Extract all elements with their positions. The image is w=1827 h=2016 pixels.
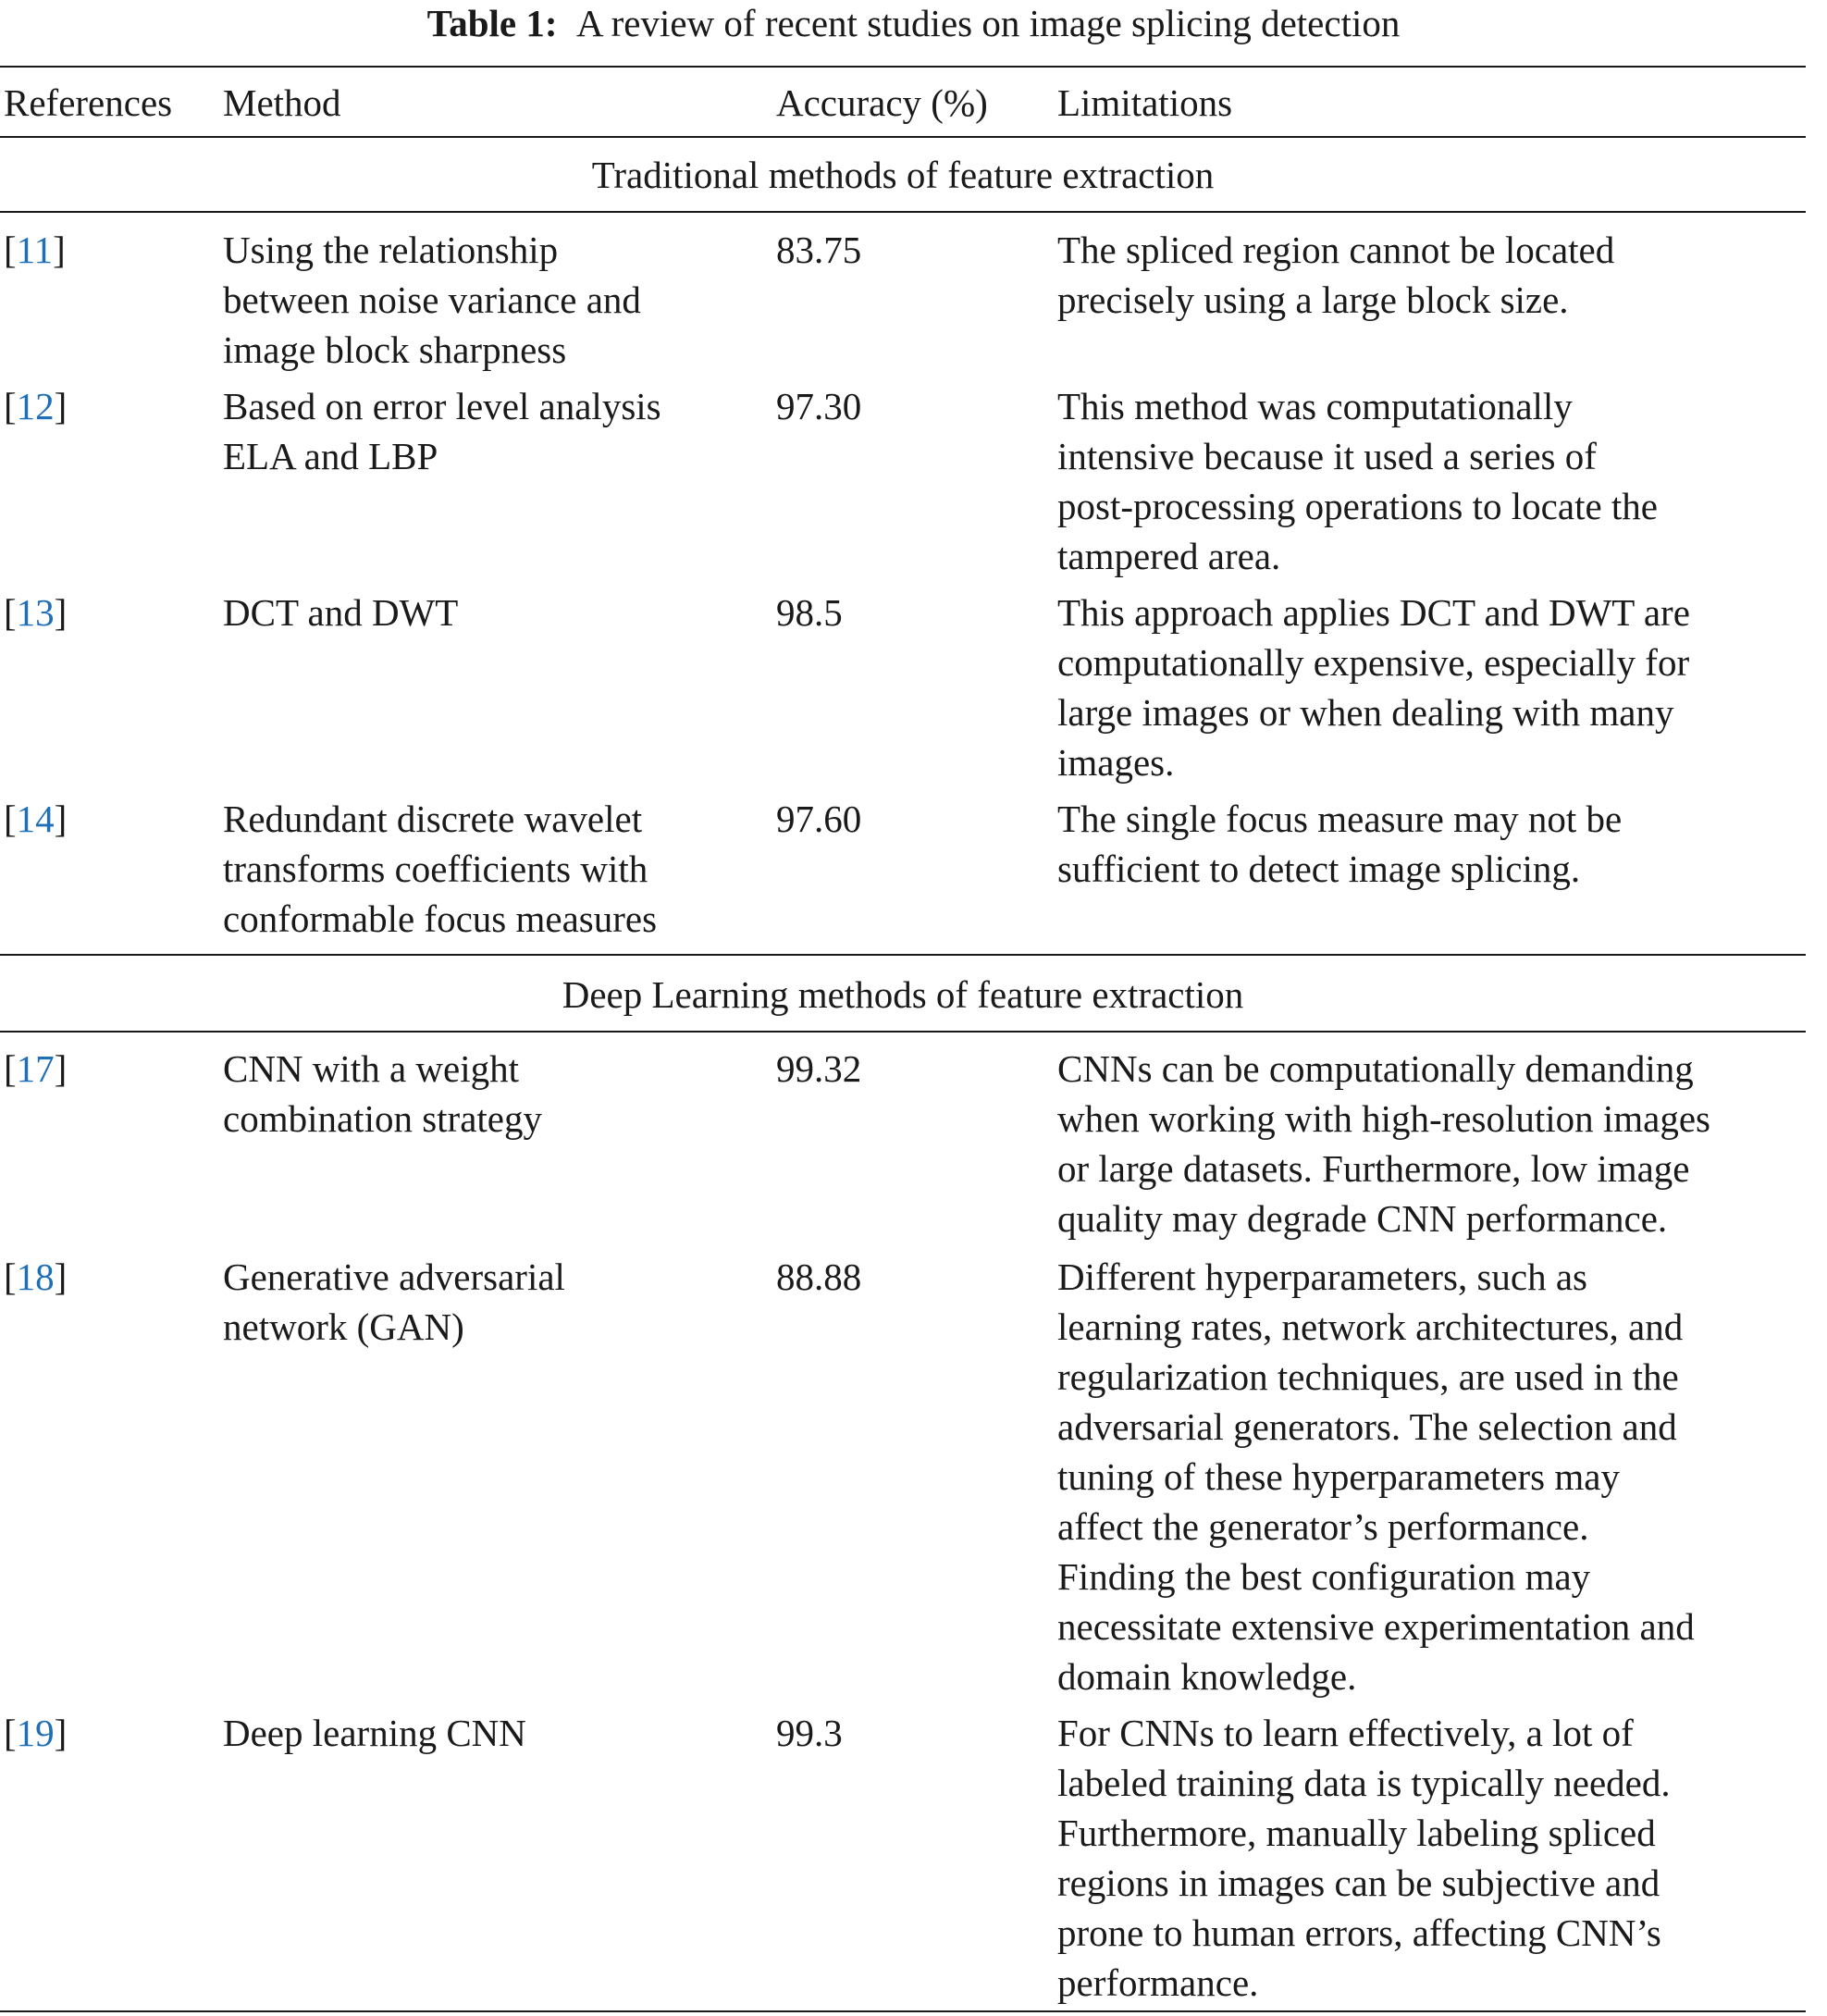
limitations-cell: The single focus measure may not be sufficient to detect image splicing. <box>1057 798 1623 890</box>
accuracy-cell: 97.60 <box>776 798 862 840</box>
reference-link[interactable]: 17 <box>16 1047 55 1090</box>
section-rule <box>0 211 1806 213</box>
accuracy-cell: 88.88 <box>776 1255 862 1298</box>
accuracy-cell: 98.5 <box>776 591 843 634</box>
section-rule <box>0 954 1806 956</box>
method-cell: CNN with a weight combination strategy <box>223 1047 542 1140</box>
limitations-cell: CNNs can be computationally demanding when working with high-resolution images or large datasets. Furthermore, low image quality may degrade CNN performance. <box>1057 1047 1711 1240</box>
method-cell: Redundant discrete wavelet transforms coefficients with conformable focus measures <box>223 798 658 940</box>
bottom-rule <box>0 2010 1806 2012</box>
reference-link[interactable]: 13 <box>16 591 55 634</box>
header-accuracy: Accuracy (%) <box>776 81 988 124</box>
accuracy-cell: 97.30 <box>776 385 862 427</box>
reference-link[interactable]: 18 <box>16 1255 55 1298</box>
limitations-cell: The spliced region cannot be located precisely using a large block size. <box>1057 229 1615 321</box>
accuracy-cell: 99.32 <box>776 1047 862 1090</box>
table-caption-text: A review of recent studies on image splicing detection <box>576 2 1401 44</box>
method-cell: Using the relationship between noise variance and image block sharpness <box>223 229 641 371</box>
reference-cell: [14] <box>4 798 68 840</box>
header-references: References <box>4 81 173 124</box>
limitations-cell: This approach applies DCT and DWT are computationally expensive, especially for large images or when dealing with many images. <box>1057 591 1690 784</box>
header-method: Method <box>223 81 341 124</box>
top-rule <box>0 66 1806 68</box>
reference-cell: [18] <box>4 1255 68 1298</box>
method-cell: Deep learning CNN <box>223 1712 526 1754</box>
limitations-cell: This method was computationally intensive because it used a series of post-processing operations to locate the tampered area. <box>1057 385 1658 577</box>
reference-link[interactable]: 14 <box>16 798 55 840</box>
header-rule <box>0 136 1806 138</box>
reference-cell: [17] <box>4 1047 68 1090</box>
method-cell: Generative adversarial network (GAN) <box>223 1255 565 1348</box>
section-rule <box>0 1031 1806 1033</box>
section-title: Deep Learning methods of feature extraction <box>562 973 1244 1016</box>
method-cell: Based on error level analysis ELA and LBP <box>223 385 661 477</box>
reference-cell: [11] <box>4 229 66 271</box>
reference-link[interactable]: 11 <box>16 229 54 271</box>
accuracy-cell: 83.75 <box>776 229 862 271</box>
limitations-cell: For CNNs to learn effectively, a lot of labeled training data is typically needed. Furthermore, manually labeling spliced regions in images can be subjective and prone to human errors, affecting CNN’s performance. <box>1057 1712 1671 2004</box>
section-title: Traditional methods of feature extraction <box>591 154 1215 196</box>
header-limitations: Limitations <box>1057 81 1233 124</box>
table-caption-label: Table 1: <box>426 2 558 44</box>
reference-cell: [13] <box>4 591 68 634</box>
method-cell: DCT and DWT <box>223 591 459 634</box>
limitations-cell: Different hyperparameters, such as learning rates, network architectures, and regularization techniques, are used in the adversarial generators. The selection and tuning of these hyperparameters may affect the generator’s performance. Finding the best configuration may necessitate extensive experimentation and domain knowledge. <box>1057 1255 1695 1698</box>
reference-cell: [19] <box>4 1712 68 1754</box>
reference-cell: [12] <box>4 385 68 427</box>
table-caption <box>0 0 1827 48</box>
accuracy-cell: 99.3 <box>776 1712 843 1754</box>
reference-link[interactable]: 12 <box>16 385 55 427</box>
reference-link[interactable]: 19 <box>16 1712 55 1754</box>
